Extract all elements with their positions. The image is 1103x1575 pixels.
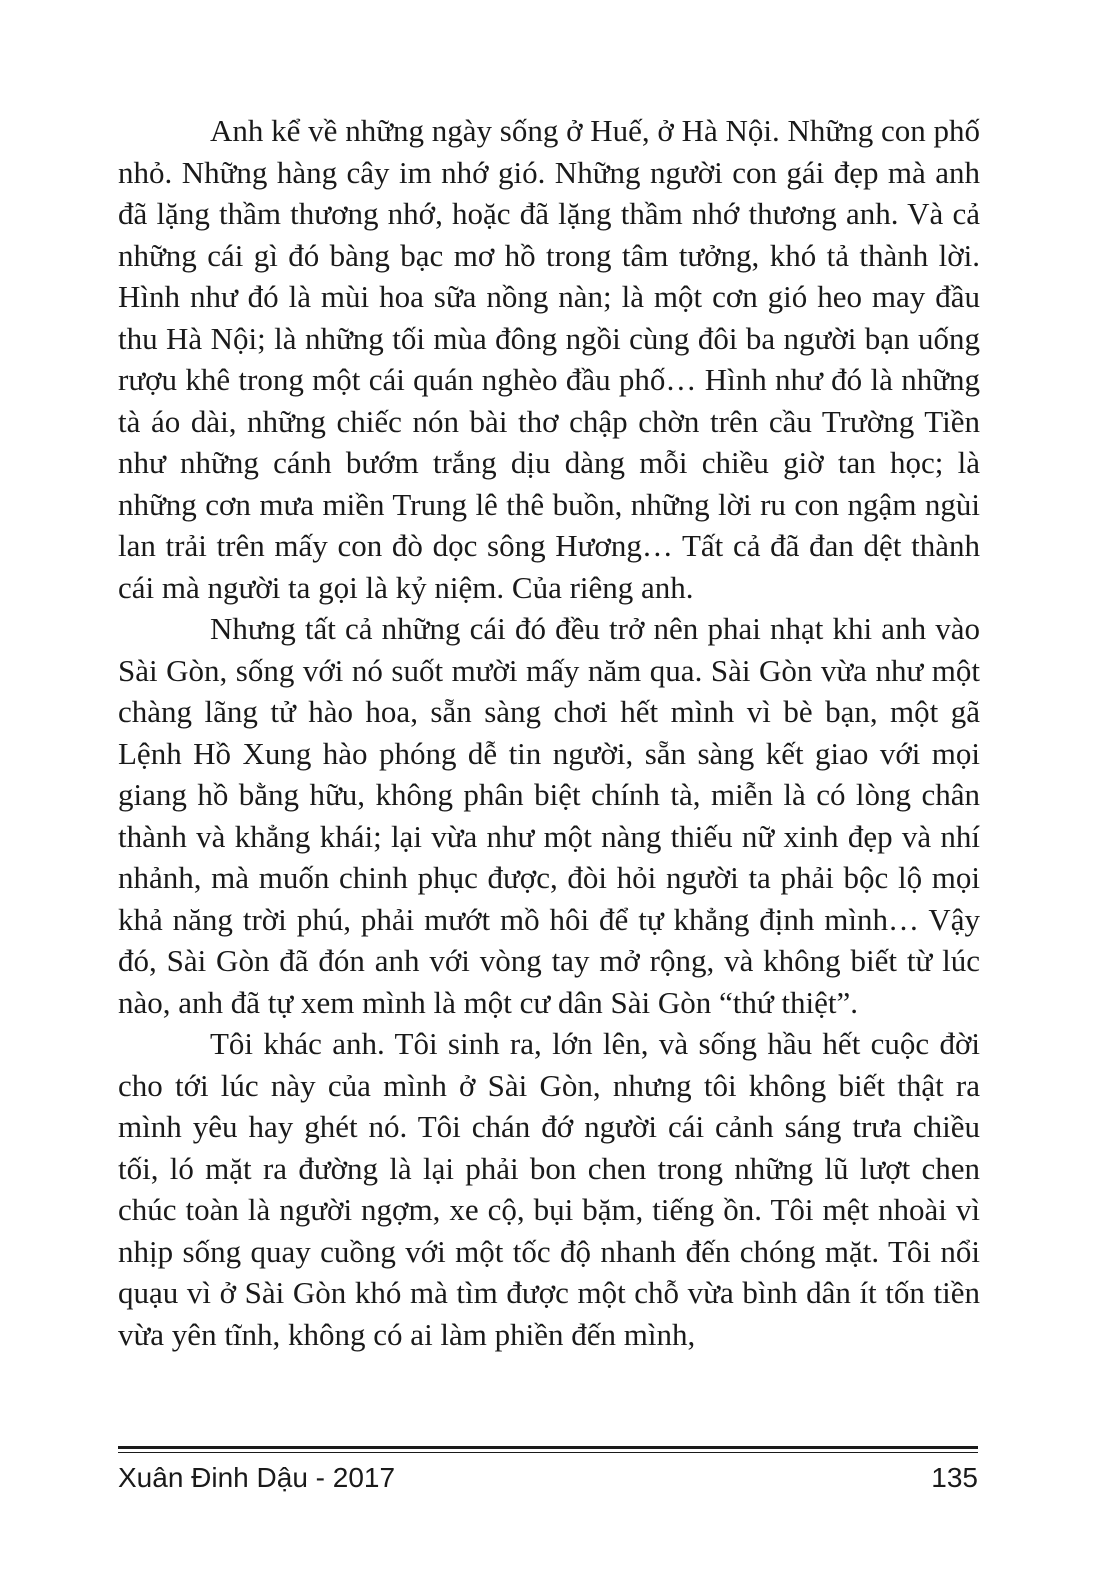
footer-divider — [118, 1446, 978, 1449]
footer-divider-thin — [118, 1452, 978, 1453]
footer-publication: Xuân Đinh Dậu - 2017 — [118, 1462, 396, 1493]
page-body — [118, 110, 980, 1355]
page-number: 135 — [931, 1462, 978, 1493]
paragraph: Anh kể về những ngày sống ở Huế, ở Hà Nội. Những con phố nhỏ. Những hàng cây im nhớ gió. Những người con gái đẹp mà anh đã lặng thầm thương nhớ, hoặc đã lặng thầm nhớ thương anh. Và cả những cái gì đó bàng bạc mơ hồ trong tâm tưởng, khó tả thành lời. Hình như đó là mùi hoa sữa nồng nàn; là một cơn gió heo may đầu thu Hà Nội; là những tối mùa đông ngồi cùng đôi ba người bạn uống rượu khê trong một cái quán nghèo đầu phố… Hình như đó là những tà áo dài, những chiếc nón bài thơ chập chờn trên cầu Trường Tiền như những cánh bướm trắng dịu dàng mỗi chiều giờ tan học; là những cơn mưa miền Trung lê thê buồn, những lời ru con ngậm ngùi lan trải trên mấy con đò dọc sông Hương… Tất cả đã đan dệt thành cái mà người ta gọi là kỷ niệm. Của riêng anh. — [118, 113, 980, 605]
paragraph: Tôi khác anh. Tôi sinh ra, lớn lên, và sống hầu hết cuộc đời cho tới lúc này của mình ở Sài Gòn, nhưng tôi không biết thật ra mình yêu hay ghét nó. Tôi chán đớ người cái cảnh sáng trưa chiều tối, ló mặt ra đường là lại phải bon chen trong những lũ lượt chen chúc toàn là người ngợm, xe cộ, bụi bặm, tiếng ồn. Tôi mệt nhoài vì nhịp sống quay cuồng với một tốc độ nhanh đến chóng mặt. Tôi nổi quạu vì ở Sài Gòn khó mà tìm được một chỗ vừa bình dân ít tốn tiền vừa yên tĩnh, không có ai làm phiền đến mình, — [118, 1026, 980, 1352]
paragraph: Nhưng tất cả những cái đó đều trở nên phai nhạt khi anh vào Sài Gòn, sống với nó suốt mười mấy năm qua. Sài Gòn vừa như một chàng lãng tử hào hoa, sẵn sàng chơi hết mình vì bè bạn, một gã Lệnh Hồ Xung hào phóng dễ tin người, sẵn sàng kết giao với mọi giang hồ bằng hữu, không phân biệt chính tà, miễn là có lòng chân thành và khẳng khái; lại vừa như một nàng thiếu nữ xinh đẹp và nhí nhảnh, mà muốn chinh phục được, đòi hỏi người ta phải bộc lộ mọi khả năng trời phú, phải mướt mồ hôi để tự khẳng định mình… Vậy đó, Sài Gòn đã đón anh với vòng tay mở rộng, và không biết từ lúc nào, anh đã tự xem mình là một cư dân Sài Gòn “thứ thiệt”. — [118, 611, 980, 1020]
